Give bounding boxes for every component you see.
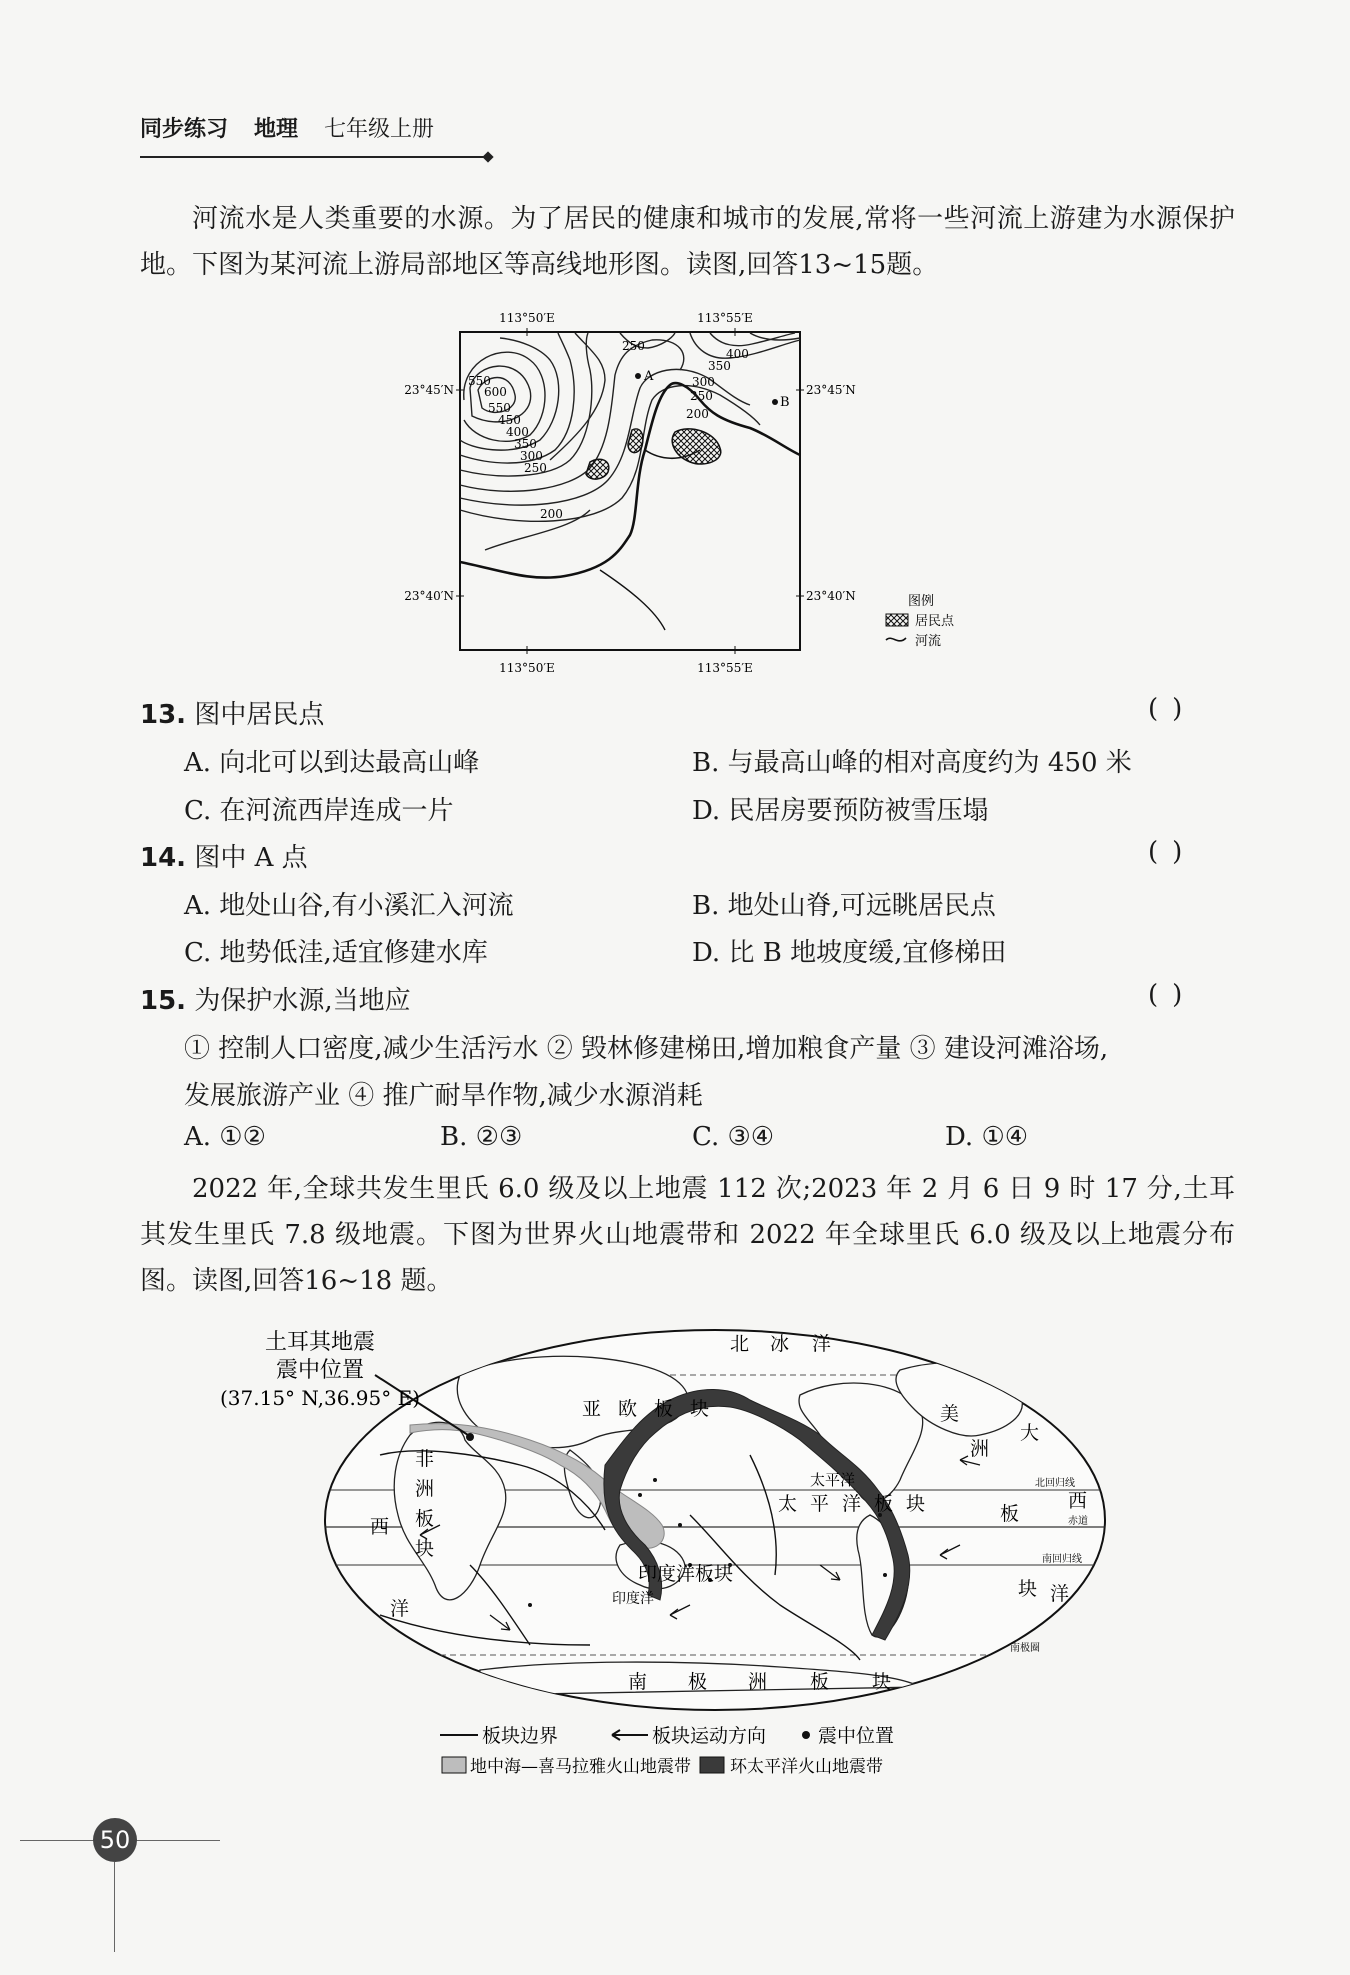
svg-text:河流: 河流 bbox=[915, 634, 942, 649]
answer-blank-13: () bbox=[1148, 694, 1197, 724]
svg-text:图例: 图例 bbox=[908, 594, 935, 609]
svg-text:板: 板 bbox=[1000, 1503, 1020, 1525]
topo-legend bbox=[886, 594, 955, 649]
svg-text:南: 南 bbox=[628, 1671, 648, 1693]
settlement-2 bbox=[628, 429, 643, 453]
svg-text:板块边界: 板块边界 bbox=[482, 1725, 559, 1747]
svg-text:250: 250 bbox=[524, 461, 547, 475]
answer-blank-15: () bbox=[1148, 980, 1197, 1010]
callout-line-2: 震中位置 bbox=[275, 1358, 365, 1383]
svg-text:450: 450 bbox=[498, 413, 521, 427]
svg-text:板: 板 bbox=[810, 1671, 830, 1693]
svg-text:块: 块 bbox=[690, 1398, 710, 1420]
svg-text:板: 板 bbox=[874, 1493, 894, 1515]
svg-text:非: 非 bbox=[415, 1448, 435, 1470]
svg-text:400: 400 bbox=[506, 425, 529, 439]
svg-text:板块运动方向: 板块运动方向 bbox=[652, 1725, 767, 1747]
point-b-label: B bbox=[780, 395, 790, 410]
svg-text:300: 300 bbox=[692, 375, 715, 389]
svg-text:居民点: 居民点 bbox=[915, 614, 955, 629]
lat-label-left-top: 23°45′N bbox=[404, 383, 454, 397]
page-number-stem bbox=[114, 1862, 115, 1952]
q14-option-a: A. 地处山谷,有小溪汇入河流 bbox=[184, 891, 514, 921]
settlement-3 bbox=[586, 459, 609, 479]
callout-line-3: (37.15° N,36.95° E) bbox=[219, 1386, 421, 1410]
svg-text:环太平洋火山地震带: 环太平洋火山地震带 bbox=[730, 1757, 883, 1777]
svg-text:北: 北 bbox=[730, 1333, 750, 1355]
svg-text:震中位置: 震中位置 bbox=[818, 1725, 895, 1747]
q15-option-d: D. ①④ bbox=[945, 1122, 1029, 1152]
svg-text:洋: 洋 bbox=[812, 1333, 832, 1355]
svg-text:550: 550 bbox=[468, 374, 491, 388]
svg-text:块: 块 bbox=[1018, 1578, 1038, 1600]
svg-text:洲: 洲 bbox=[415, 1478, 435, 1500]
world-plate-map bbox=[219, 1315, 1120, 1795]
header-subject: 地理 bbox=[254, 117, 299, 142]
svg-text:南回归线: 南回归线 bbox=[1042, 1554, 1082, 1565]
svg-text:印度洋: 印度洋 bbox=[612, 1591, 654, 1607]
question-15: 15. 为保护水源,当地应 bbox=[140, 986, 411, 1016]
svg-text:平: 平 bbox=[810, 1493, 830, 1515]
lon-label-top-right: 113°55′E bbox=[697, 311, 753, 325]
svg-text:西: 西 bbox=[1068, 1490, 1088, 1512]
question-13: 13. 图中居民点 bbox=[140, 700, 325, 730]
svg-text:350: 350 bbox=[514, 437, 537, 451]
svg-text:亚: 亚 bbox=[582, 1398, 602, 1420]
svg-text:板: 板 bbox=[415, 1508, 435, 1530]
answer-blank-14: () bbox=[1148, 837, 1197, 867]
river-lower bbox=[600, 570, 665, 630]
q14-option-c: C. 地势低洼,适宜修建水库 bbox=[184, 938, 488, 968]
q15-option-a: A. ①② bbox=[184, 1122, 266, 1152]
svg-text:赤道: 赤道 bbox=[1068, 1516, 1088, 1527]
svg-text:极: 极 bbox=[688, 1671, 708, 1693]
svg-text:大: 大 bbox=[1020, 1422, 1040, 1444]
q13-option-d: D. 民居房要预防被雪压塌 bbox=[692, 796, 989, 826]
q15-option-c: C. ③④ bbox=[692, 1122, 775, 1152]
svg-text:欧: 欧 bbox=[618, 1398, 638, 1420]
intro-paragraph-1: 河流水是人类重要的水源。为了居民的健康和城市的发展,常将一些河流上游建为水源保护地。下图为某河流上游局部地区等高线地形图。读图,回答13~15题。 bbox=[140, 204, 1235, 280]
svg-text:块: 块 bbox=[872, 1671, 892, 1693]
lat-label-right-top: 23°45′N bbox=[806, 383, 856, 397]
svg-text:350: 350 bbox=[708, 359, 731, 373]
lon-label-bottom-left: 113°50′E bbox=[499, 661, 555, 675]
svg-text:550: 550 bbox=[488, 401, 511, 415]
intro-paragraph-2: 2022 年,全球共发生里氏 6.0 级及以上地震 112 次;2023 年 2 月 6 日 9 时 17 分,土耳其发生里氏 7.8 级地震。下图为世界火山地震带和 2022 年全球里氏 6.0 级及以上地震分布图。读图,回答16~18 题。 bbox=[140, 1174, 1235, 1296]
svg-text:300: 300 bbox=[520, 449, 543, 463]
question-14: 14. 图中 A 点 bbox=[140, 843, 308, 873]
svg-text:块: 块 bbox=[906, 1493, 926, 1515]
q14-option-d: D. 比 B 地坡度缓,宜修梯田 bbox=[692, 938, 1007, 968]
svg-text:太平洋: 太平洋 bbox=[810, 1471, 856, 1489]
callout-line-1: 土耳其地震 bbox=[264, 1330, 376, 1355]
svg-text:西: 西 bbox=[370, 1516, 390, 1538]
svg-text:洋: 洋 bbox=[390, 1598, 410, 1620]
lon-label-top-left: 113°50′E bbox=[499, 311, 555, 325]
svg-text:板: 板 bbox=[654, 1398, 674, 1420]
svg-text:块: 块 bbox=[415, 1538, 435, 1560]
header-grade: 七年级上册 bbox=[324, 117, 435, 142]
svg-text:南极圈: 南极圈 bbox=[1010, 1643, 1040, 1654]
header-rule-end bbox=[482, 151, 493, 162]
lat-label-left-bottom: 23°40′N bbox=[404, 589, 454, 603]
svg-text:600: 600 bbox=[484, 385, 507, 399]
svg-text:250: 250 bbox=[690, 389, 713, 403]
svg-text:印度洋板块: 印度洋板块 bbox=[638, 1563, 734, 1585]
q13-option-b: B. 与最高山峰的相对高度约为 450 米 bbox=[692, 748, 1132, 778]
point-a-label: A bbox=[644, 369, 654, 384]
svg-text:北回归线: 北回归线 bbox=[1035, 1478, 1075, 1489]
q13-option-a: A. 向北可以到达最高山峰 bbox=[184, 748, 480, 778]
svg-text:200: 200 bbox=[686, 407, 709, 421]
svg-text:洋: 洋 bbox=[1050, 1583, 1070, 1605]
svg-text:美: 美 bbox=[940, 1403, 960, 1425]
svg-text:洲: 洲 bbox=[748, 1671, 768, 1693]
q15-statements-line-1: ① 控制人口密度,减少生活污水 ② 毁林修建梯田,增加粮食产量 ③ 建设河滩浴场, bbox=[184, 1034, 1109, 1064]
header-series: 同步练习 bbox=[140, 117, 229, 142]
svg-text:洲: 洲 bbox=[970, 1438, 990, 1460]
topographic-map bbox=[390, 300, 1010, 685]
svg-text:冰: 冰 bbox=[770, 1333, 790, 1355]
contour-labels bbox=[468, 339, 749, 521]
svg-text:200: 200 bbox=[540, 507, 563, 521]
q15-statements-line-2: 发展旅游产业 ④ 推广耐旱作物,减少水源消耗 bbox=[184, 1081, 703, 1111]
world-map-legend bbox=[440, 1725, 894, 1777]
svg-text:地中海—喜马拉雅火山地震带: 地中海—喜马拉雅火山地震带 bbox=[470, 1757, 691, 1777]
svg-text:250: 250 bbox=[622, 339, 645, 353]
settlement-1 bbox=[672, 429, 721, 464]
svg-text:太: 太 bbox=[778, 1493, 798, 1515]
q14-option-b: B. 地处山脊,可远眺居民点 bbox=[692, 891, 996, 921]
q13-option-c: C. 在河流西岸连成一片 bbox=[184, 796, 454, 826]
svg-text:洋: 洋 bbox=[842, 1493, 862, 1515]
header-rule bbox=[140, 156, 488, 158]
page-header bbox=[140, 112, 434, 143]
lat-label-right-bottom: 23°40′N bbox=[806, 589, 856, 603]
svg-text:400: 400 bbox=[726, 347, 749, 361]
lon-label-bottom-right: 113°55′E bbox=[697, 661, 753, 675]
page-number: 50 bbox=[93, 1818, 137, 1862]
q15-option-b: B. ②③ bbox=[440, 1122, 523, 1152]
